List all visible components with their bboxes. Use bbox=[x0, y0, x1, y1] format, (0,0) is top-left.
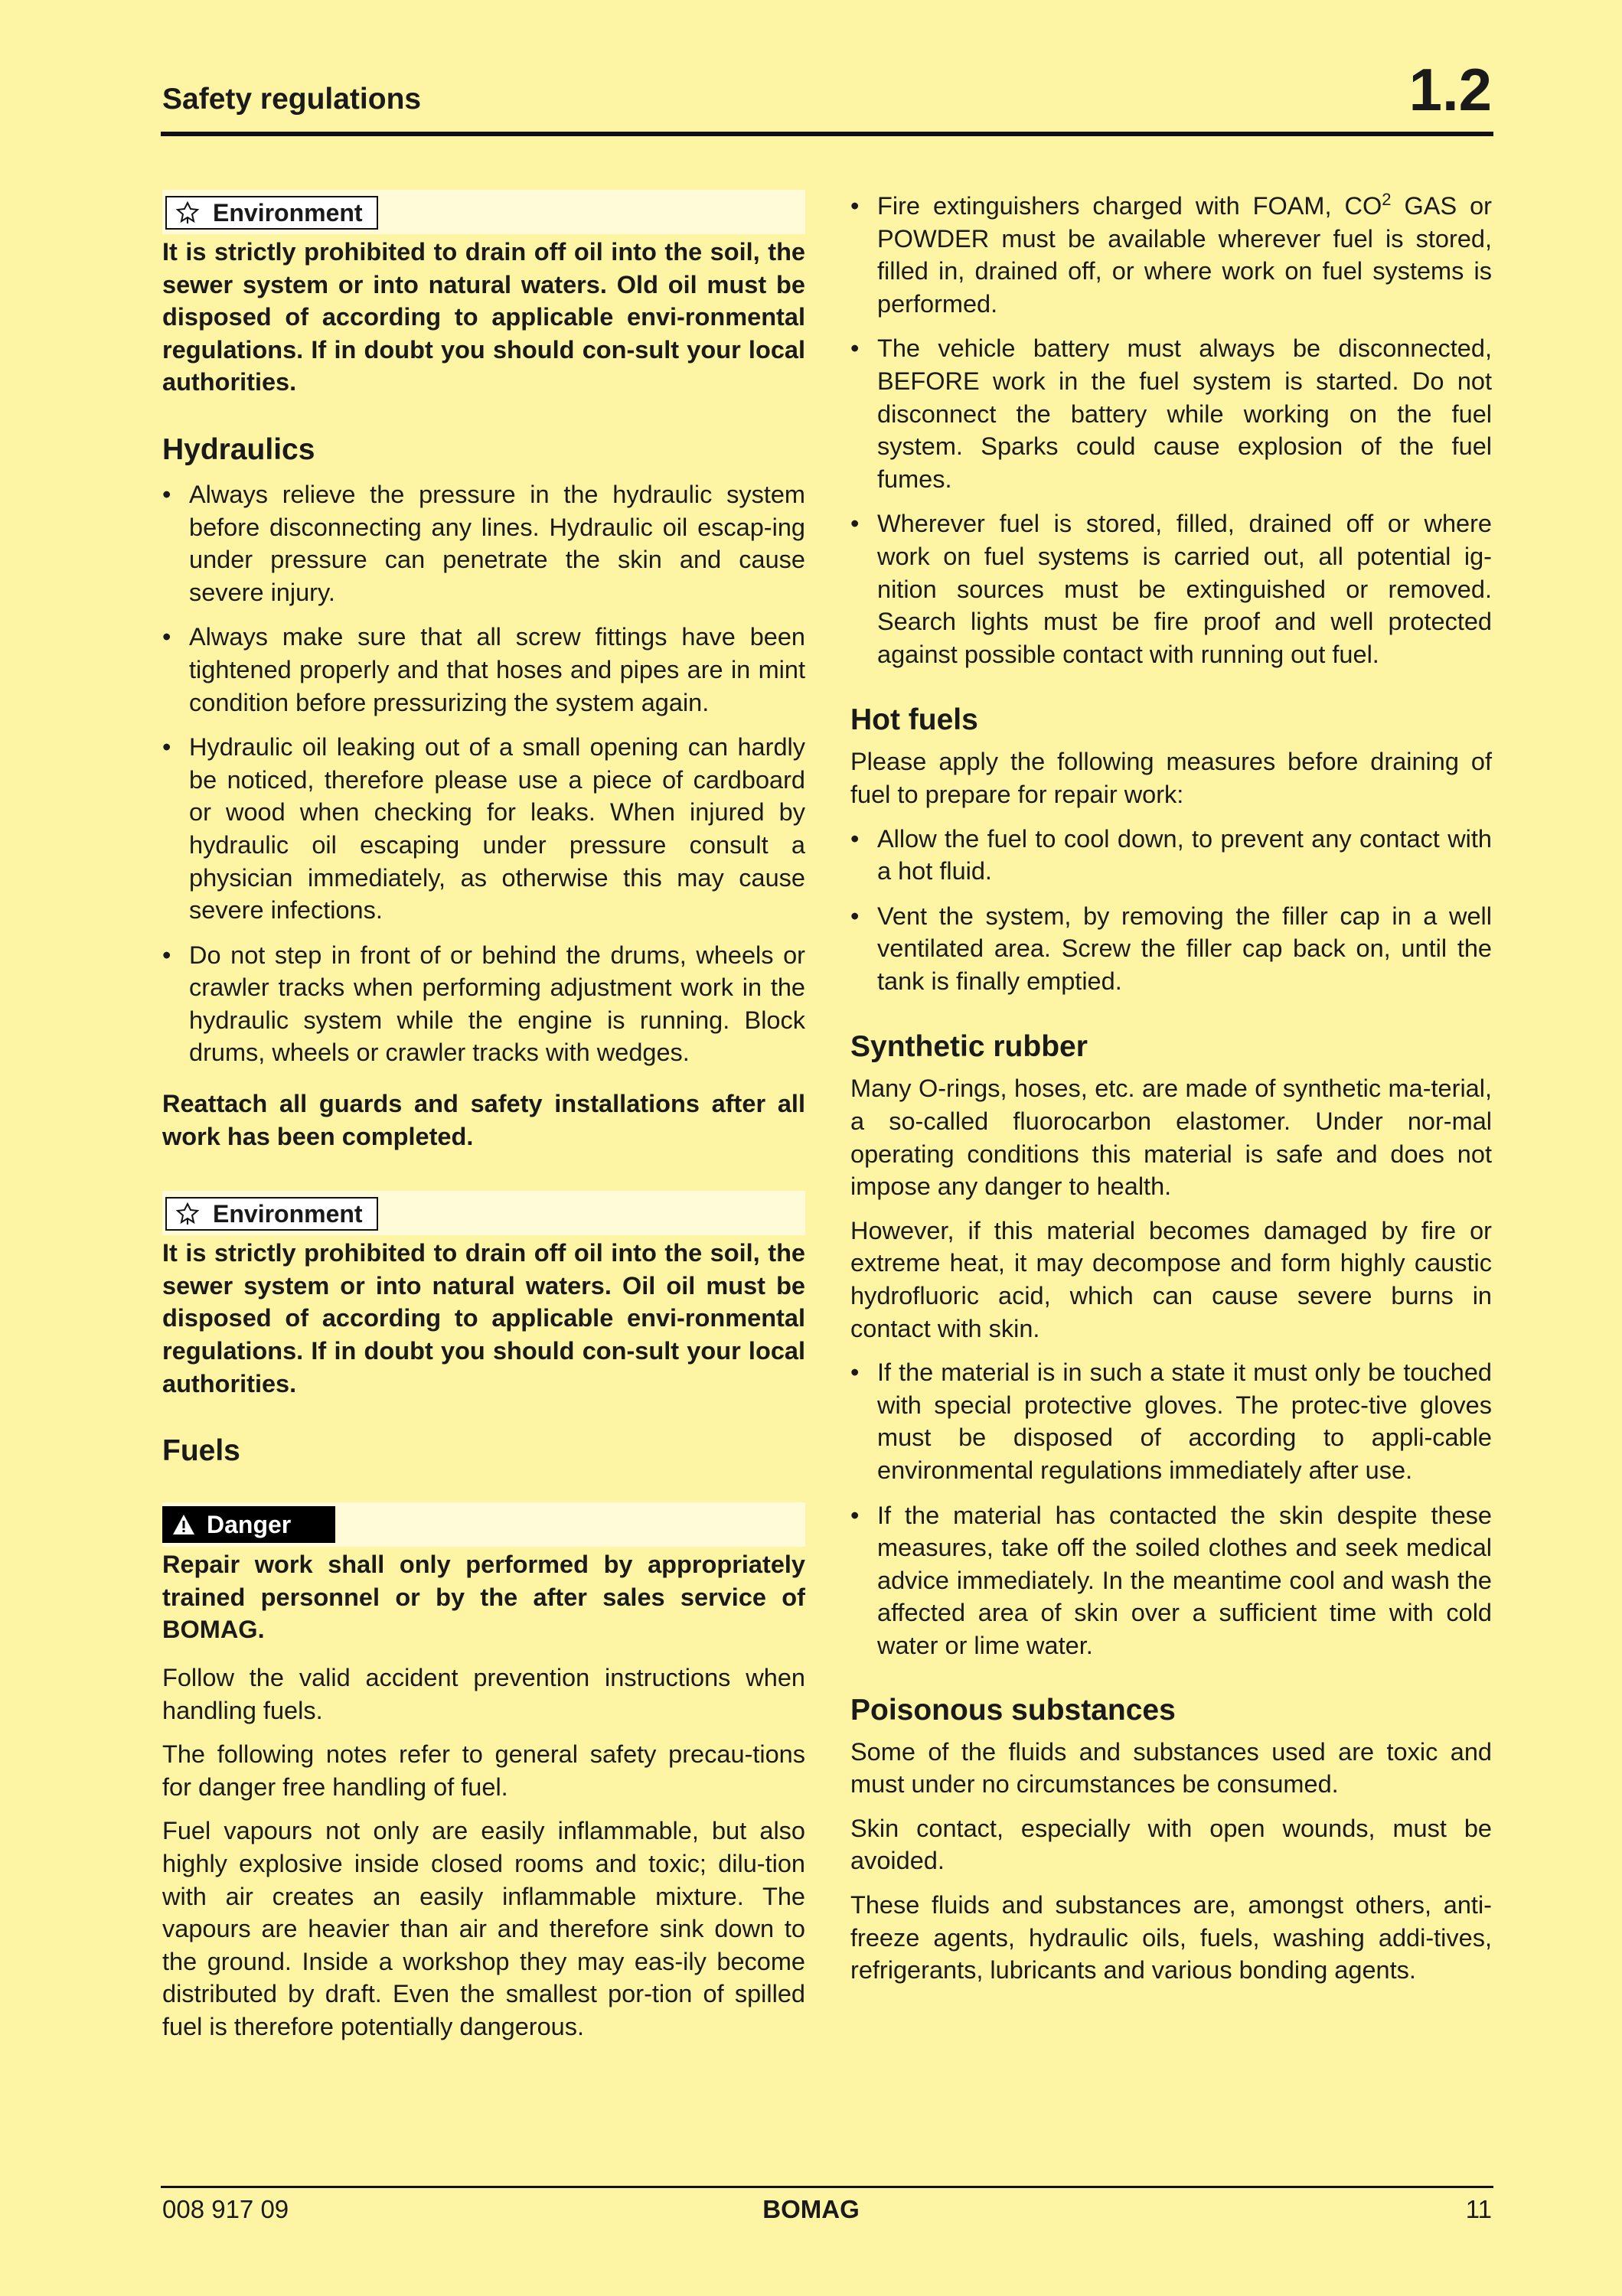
footer-brand: BOMAG bbox=[762, 2195, 860, 2223]
header-rule bbox=[161, 132, 1493, 136]
bullet-icon: • bbox=[162, 623, 171, 651]
bullet-icon: • bbox=[850, 1501, 860, 1529]
poison-paragraph-3: These fluids and substances are, amongst others, anti-freeze agents, hydraulic oils, fuels, washing addi-tives, refrigerants, lubricants and various bonding agents. bbox=[850, 1890, 1492, 1985]
poison-paragraph-2: Skin contact, especially with open wounds, must be avoided. bbox=[850, 1814, 1492, 1875]
bullet-icon: • bbox=[850, 1358, 860, 1387]
list-item: • Hydraulic oil leaking out of a small opening can hardly be noticed, therefore please use a piece of cardboard or wood when checking for leaks. When injured by hydraulic oil escaping under pressure consult a physician immediately, as otherwise this may cause severe infections. bbox=[162, 731, 805, 927]
footer-rule bbox=[161, 2186, 1493, 2188]
danger-label bbox=[162, 1506, 335, 1543]
document-number: 008 917 09 bbox=[162, 2195, 289, 2223]
heading-hot-fuels: Hot fuels bbox=[850, 703, 978, 737]
list-item: • The vehicle battery must always be disconnected, BEFORE work in the fuel system is started. Do not disconnect the battery while working on the fuel system. Sparks could cause explosion of the fuel fumes. bbox=[850, 332, 1492, 495]
list-item: • Allow the fuel to cool down, to prevent any contact with a hot fluid. bbox=[850, 823, 1492, 888]
left-column bbox=[162, 190, 805, 2055]
bullet-icon: • bbox=[162, 941, 171, 969]
bullet-icon: • bbox=[850, 192, 860, 220]
environment-label-text: Environment bbox=[213, 198, 363, 227]
heading-fuels: Fuels bbox=[162, 1434, 240, 1468]
poison-paragraph-1: Some of the fluids and substances used are toxic and must under no circumstances be consumed. bbox=[850, 1737, 1492, 1799]
hot-fuels-intro: Please apply the following measures before draining of fuel to prepare for repair work: bbox=[850, 748, 1492, 808]
environment-text-1: It is strictly prohibited to drain off oil into the soil, the sewer system or into natural waters. Old oil must be disposed of according to applicable envi-ronmental regulations. If in doubt you should con-sult your local authorities. bbox=[162, 238, 805, 396]
environment-text-2: It is strictly prohibited to drain off oil into the soil, the sewer system or into natural waters. Oil oil must be disposed of according to applicable envi-ronmental regulations. If in doubt you should con-sult your local authorities. bbox=[162, 1239, 805, 1397]
environment-label bbox=[165, 196, 378, 230]
fuels-paragraph-1: Follow the valid accident prevention instructions when handling fuels. bbox=[162, 1664, 805, 1724]
list-item: • Always make sure that all screw fittings have been tightened properly and that hoses and pipes are in mint condition before pressurizing the system again. bbox=[162, 621, 805, 719]
warning-triangle-icon bbox=[171, 1513, 196, 1536]
danger-text: Repair work shall only performed by appropriately trained personnel or by the after sales service of BOMAG. bbox=[162, 1551, 805, 1644]
fuel-safety-list bbox=[850, 190, 1492, 670]
page-header-title: Safety regulations bbox=[162, 83, 422, 116]
bullet-icon: • bbox=[162, 733, 171, 762]
list-item: • Always relieve the pressure in the hydraulic system before disconnecting any lines. Hydraulic oil escap-ing under pressure can penetrate the skin and cause severe injury. bbox=[162, 478, 805, 608]
rubber-paragraph-1: Many O-rings, hoses, etc. are made of synthetic ma-terial, a so-called fluorocarbon elastomer. Under nor-mal operating conditions this material is safe and does not impose any danger to health. bbox=[850, 1075, 1492, 1201]
bullet-icon: • bbox=[162, 480, 171, 508]
environment-leaf-icon bbox=[175, 1201, 201, 1227]
bullet-icon: • bbox=[850, 334, 860, 363]
list-item: • If the material is in such a state it must only be touched with special protective gloves. The protec-tive gloves must be disposed of according to appli-cable environmental regulations immediately after use. bbox=[850, 1356, 1492, 1486]
bullet-icon: • bbox=[850, 824, 860, 853]
heading-poisonous-substances: Poisonous substances bbox=[850, 1693, 1176, 1727]
hydraulics-list bbox=[162, 478, 805, 1069]
environment-notice-2 bbox=[162, 1191, 805, 1235]
danger-notice bbox=[162, 1502, 805, 1547]
environment-label-text: Environment bbox=[213, 1199, 363, 1228]
list-item: • Wherever fuel is stored, filled, drained off or where work on fuel systems is carried out, all potential ig-nition sources must be extinguished or removed. Search lights must be fire proof and well protected against possible contact with running out fuel. bbox=[850, 507, 1492, 670]
environment-leaf-icon bbox=[175, 200, 201, 226]
danger-label-text: Danger bbox=[207, 1510, 292, 1538]
reattach-guards-text: Reattach all guards and safety installations after all work has been completed. bbox=[162, 1090, 805, 1150]
right-column bbox=[850, 190, 1492, 1998]
environment-label bbox=[165, 1197, 378, 1231]
fuels-paragraph-3: Fuel vapours not only are easily inflammable, but also highly explosive inside closed rooms and toxic; dilu-tion with air creates an easily inflammable mixture. The vapours are heavier than air and therefore sink down to the ground. Inside a workshop they may eas-ily become distributed by draft. Even the smallest por-tion of spilled fuel is therefore potentially dangerous. bbox=[162, 1817, 805, 2040]
bullet-icon: • bbox=[850, 510, 860, 538]
heading-synthetic-rubber: Synthetic rubber bbox=[850, 1030, 1088, 1064]
section-number: 1.2 bbox=[1408, 56, 1492, 123]
list-item: • If the material has contacted the skin despite these measures, take off the soiled clothes and seek medical advice immediately. In the meantime cool and wash the affected area of skin over a sufficient time with cold water or lime water. bbox=[850, 1499, 1492, 1662]
page-number: 11 bbox=[1465, 2195, 1492, 2223]
list-item: • Do not step in front of or behind the drums, wheels or crawler tracks when performing adjustment work in the hydraulic system while the engine is running. Block drums, wheels or crawler tracks with wedges. bbox=[162, 939, 805, 1069]
list-item: • Vent the system, by removing the filler cap in a well ventilated area. Screw the filler cap back on, until the tank is finally emptied. bbox=[850, 900, 1492, 998]
environment-notice-1 bbox=[162, 190, 805, 234]
list-item: • Fire extinguishers charged with FOAM, $CO^2$ GAS or POWDER must be available wherever fuel is stored, filled in, drained off, or where work on fuel systems is performed. bbox=[850, 190, 1493, 318]
rubber-list bbox=[850, 1356, 1492, 1662]
hot-fuels-list bbox=[850, 823, 1492, 998]
heading-hydraulics: Hydraulics bbox=[162, 432, 315, 466]
fuels-paragraph-2: The following notes refer to general safety precau-tions for danger free handling of fuel. bbox=[162, 1740, 805, 1801]
bullet-icon: • bbox=[850, 902, 860, 930]
rubber-paragraph-2: However, if this material becomes damaged by fire or extreme heat, it may decompose and form highly caustic hydrofluoric acid, which can cause severe burns in contact with skin. bbox=[850, 1216, 1492, 1342]
